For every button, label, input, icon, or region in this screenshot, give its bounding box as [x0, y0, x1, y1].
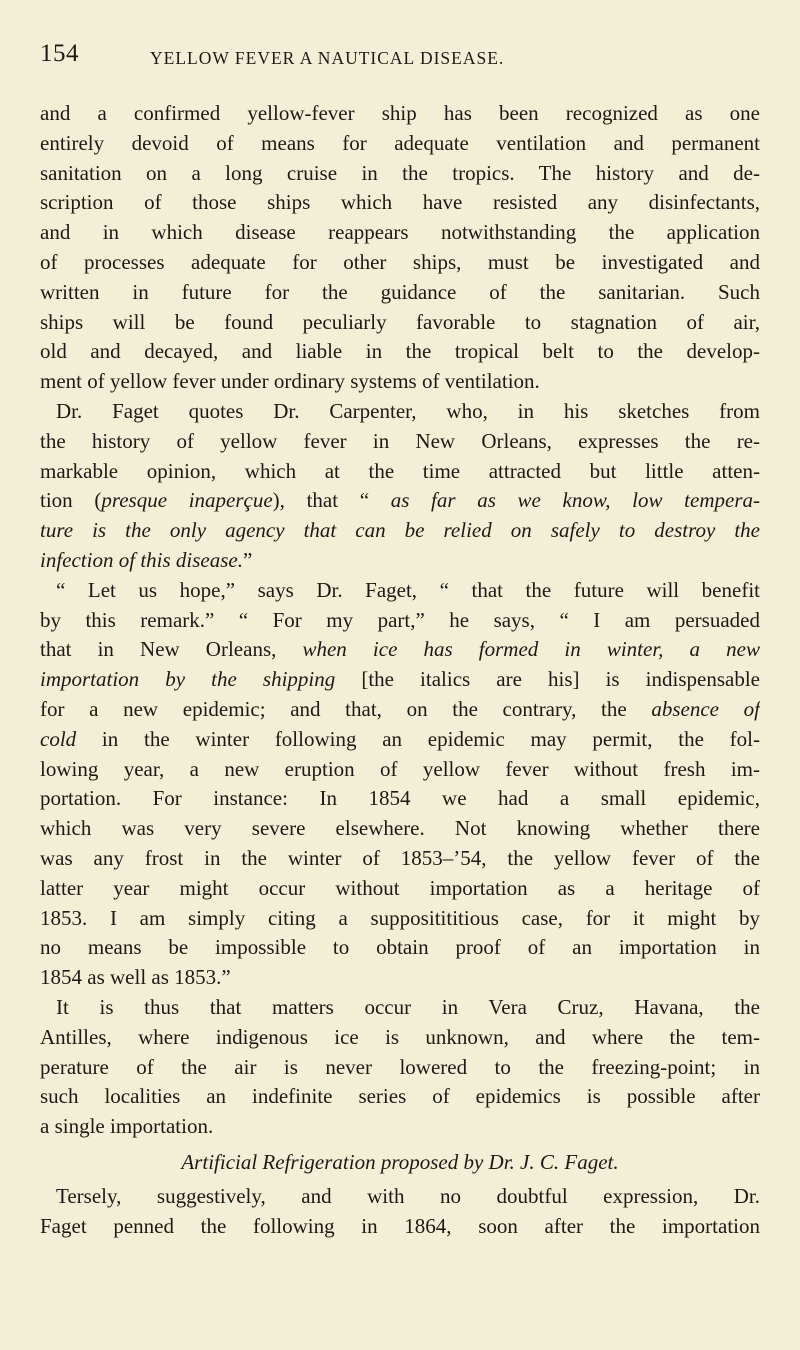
text-line: markable opinion, which at the time attracted but little atten-	[40, 458, 760, 483]
text-line: a single importation.	[40, 1114, 214, 1139]
text-segment: ”	[242, 547, 253, 572]
text-line: Tersely, suggestively, and with no doubtful expression, Dr.	[56, 1183, 760, 1208]
italic-text: absence of	[651, 696, 760, 721]
text-segment: ), that “	[272, 488, 391, 513]
text-line: sanitation on a long cruise in the tropics. The history and de-	[40, 160, 760, 185]
text-line: which was very severe elsewhere. Not knowing whether there	[40, 816, 760, 841]
text-line	[40, 546, 760, 576]
text-line: perature of the air is never lowered to the freezing-point; in	[40, 1054, 760, 1079]
text-line: lowing year, a new eruption of yellow fever without fresh im-	[40, 756, 760, 781]
text-line: such localities an indefinite series of epidemics is possible after	[40, 1084, 760, 1109]
section-heading: Artificial Refrigeration proposed by Dr. J. C. Faget.	[181, 1149, 619, 1174]
text-segment: for a new epidemic; and that, on the contrary, the	[40, 696, 652, 721]
italic-text: as far as we know, low tempera-	[390, 488, 760, 513]
text-line: Antilles, where indigenous ice is unknown, and where the tem-	[40, 1024, 760, 1049]
italic-text: when ice has formed in winter, a new	[302, 637, 760, 662]
text-line: and in which disease reappears notwithstanding the application	[40, 220, 760, 245]
italic-text: presque inaperçue	[101, 488, 273, 513]
text-line: Faget penned the following in 1864, soon after the importation	[40, 1213, 760, 1238]
closing-paragraph	[40, 1182, 760, 1242]
page-number: 154	[40, 40, 79, 67]
text-line: no means be impossible to obtain proof of an importation in	[40, 935, 760, 960]
italic-text: cold	[40, 726, 77, 751]
text-line	[40, 635, 760, 665]
text-segment: in the winter following an epidemic may permit, the fol-	[76, 726, 760, 751]
italic-text: importation by the shipping	[40, 667, 336, 692]
text-line: 1853. I am simply citing a suppositititious case, for it might by	[40, 905, 760, 930]
text-line: latter year might occur without importation as a heritage of	[40, 875, 760, 900]
text-segment: that in New Orleans,	[40, 637, 303, 662]
body-text	[40, 99, 760, 1241]
text-line: It is thus that matters occur in Vera Cruz, Havana, the	[56, 994, 760, 1019]
text-line: by this remark.” “ For my part,” he says, “ I am persuaded	[40, 607, 760, 632]
text-line: ment of yellow fever under ordinary systems of ventilation.	[40, 369, 540, 394]
text-line: written in future for the guidance of the sanitarian. Such	[40, 279, 760, 304]
text-line	[40, 695, 760, 725]
text-line: old and decayed, and liable in the tropical belt to the develop-	[40, 339, 760, 364]
text-line: scription of those ships which have resisted any disinfectants,	[40, 190, 760, 215]
italic-text: infection of this disease.	[40, 547, 243, 572]
text-line: was any frost in the winter of 1853–’54, the yellow fever of the	[40, 845, 760, 870]
text-line: entirely devoid of means for adequate ventilation and permanent	[40, 130, 760, 155]
text-segment: [the italics are his] is indispensable	[335, 667, 760, 692]
text-line	[40, 486, 760, 516]
running-head: YELLOW FEVER A NAUTICAL DISEASE.	[150, 48, 505, 68]
text-line	[40, 725, 760, 755]
text-line: the history of yellow fever in New Orleans, expresses the re-	[40, 428, 760, 453]
text-line: and a confirmed yellow-fever ship has been recognized as one	[40, 101, 760, 125]
text-line: portation. For instance: In 1854 we had a small epidemic,	[40, 786, 760, 811]
text-line: of processes adequate for other ships, must be investigated and	[40, 249, 760, 274]
text-line: “ Let us hope,” says Dr. Faget, “ that the future will benefit	[56, 577, 760, 602]
page-header	[40, 40, 760, 76]
main-paragraphs	[40, 99, 760, 1142]
text-segment: tion (	[40, 488, 102, 513]
text-line: 1854 as well as 1853.”	[40, 965, 231, 990]
italic-text: ture is the only agency that can be relied on safely to destroy the	[40, 518, 760, 543]
text-line: ships will be found peculiarly favorable to stagnation of air,	[40, 309, 760, 334]
text-line	[40, 665, 760, 695]
text-line: Dr. Faget quotes Dr. Carpenter, who, in his sketches from	[56, 398, 760, 423]
text-line	[40, 516, 760, 546]
